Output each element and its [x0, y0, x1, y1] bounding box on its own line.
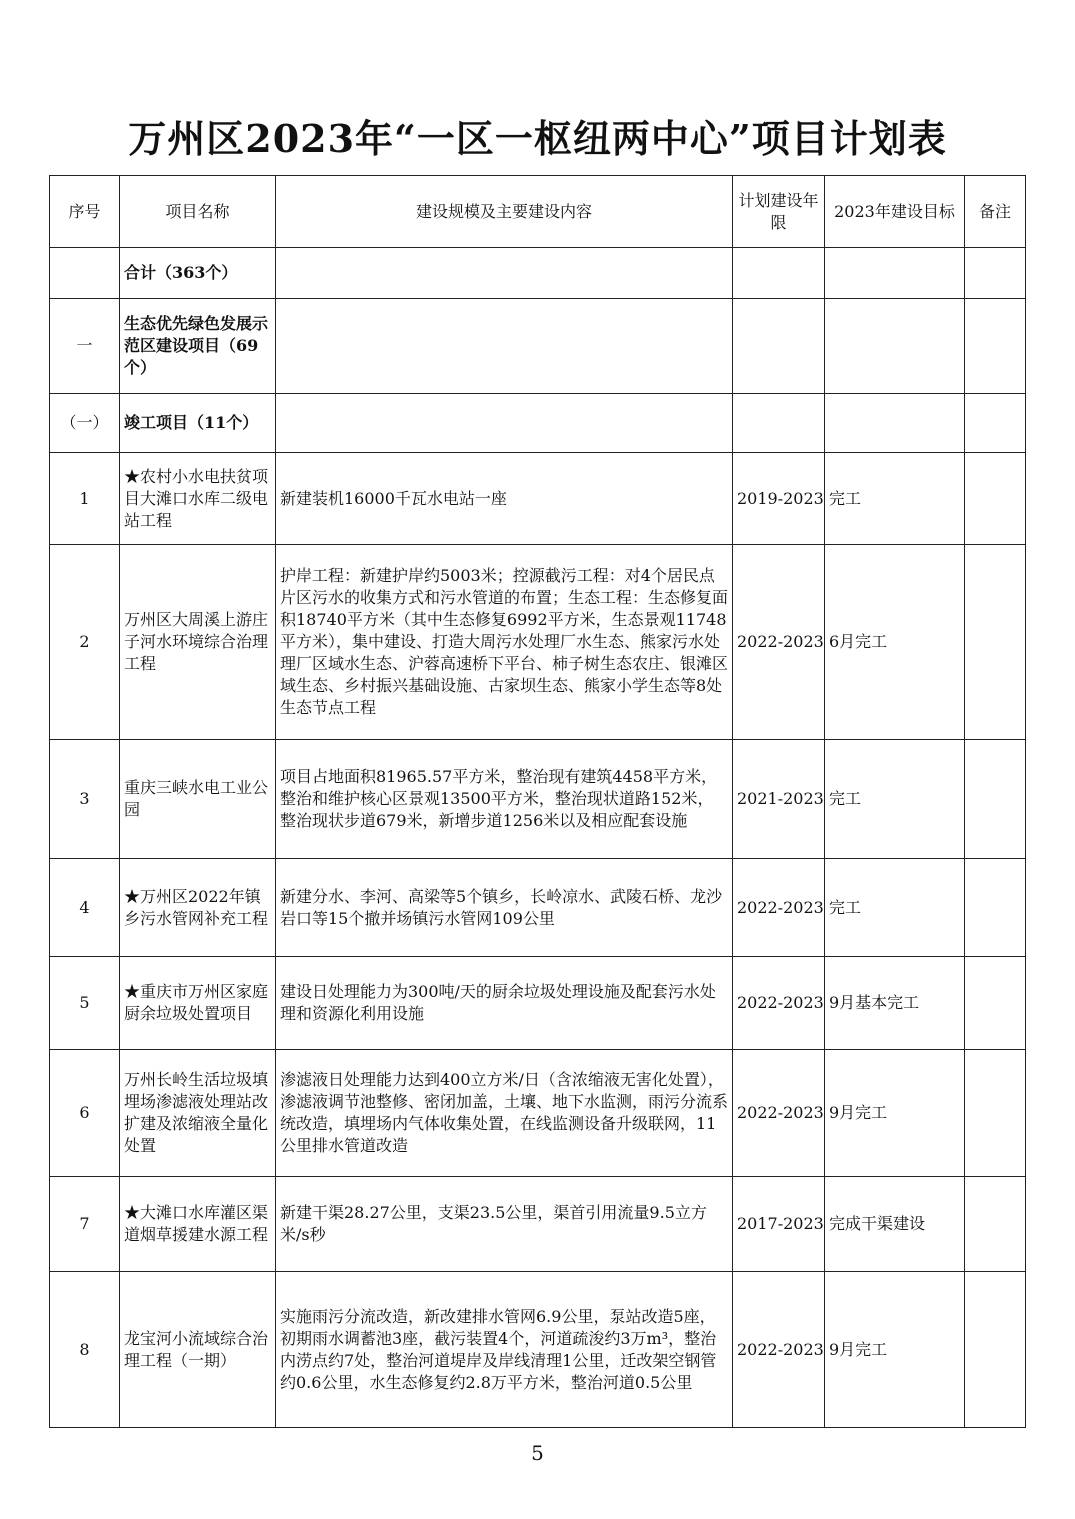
row-goal: 完工 [825, 859, 965, 957]
row-content: 渗滤液日处理能力达到400立方米/日（含浓缩液无害化处置），渗滤液调节池整修、密闭加盖，土壤、地下水监测，雨污分流系统改造，填埋场内气体收集处置，在线监测设备升级联网，11公里排水管道改造 [276, 1050, 733, 1177]
table-row [50, 1177, 1026, 1272]
row-goal: 9月完工 [825, 1272, 965, 1428]
row-goal: 完工 [825, 453, 965, 545]
row-years: 2022-2023 [733, 1272, 825, 1428]
row-seq: 1 [50, 453, 120, 545]
row-seq: 6 [50, 1050, 120, 1177]
row-remark [965, 740, 1026, 859]
row-years: 2022-2023 [733, 545, 825, 740]
row-goal: 完成干渠建设 [825, 1177, 965, 1272]
row-years: 2022-2023 [733, 1050, 825, 1177]
row-seq: 7 [50, 1177, 120, 1272]
row-seq: 8 [50, 1272, 120, 1428]
row-name: 重庆三峡水电工业公园 [120, 740, 276, 859]
section-row [50, 299, 1026, 394]
table-row [50, 957, 1026, 1050]
subsection-seq: （一） [50, 394, 120, 453]
row-goal: 9月完工 [825, 1050, 965, 1177]
table-row [50, 740, 1026, 859]
row-name: ★万州区2022年镇乡污水管网补充工程 [120, 859, 276, 957]
row-remark [965, 957, 1026, 1050]
row-goal: 9月基本完工 [825, 957, 965, 1050]
header-goal: 2023年建设目标 [825, 176, 965, 248]
table-row [50, 1272, 1026, 1428]
header-content: 建设规模及主要建设内容 [276, 176, 733, 248]
row-years: 2022-2023 [733, 859, 825, 957]
section-label: 生态优先绿色发展示范区建设项目（69个） [120, 299, 276, 394]
row-remark [965, 1050, 1026, 1177]
row-years: 2022-2023 [733, 957, 825, 1050]
row-seq: 4 [50, 859, 120, 957]
row-content: 项目占地面积81965.57平方米，整治现有建筑4458平方米，整治和维护核心区景观13500平方米，整治现状道路152米，整治现状步道679米，新增步道1256米以及相应配套设施 [276, 740, 733, 859]
total-label: 合计（363个） [120, 248, 276, 299]
row-remark [965, 545, 1026, 740]
row-name: 万州区大周溪上游庄子河水环境综合治理工程 [120, 545, 276, 740]
row-content: 实施雨污分流改造，新改建排水管网6.9公里，泵站改造5座，初期雨水调蓄池3座，截污装置4个，河道疏浚约3万m³，整治内涝点约7处，整治河道堤岸及岸线清理1公里，迁改架空钢管约0.6公里，水生态修复约2.8万平方米，整治河道0.5公里 [276, 1272, 733, 1428]
row-content: 新建分水、李河、高梁等5个镇乡，长岭凉水、武陵石桥、龙沙岩口等15个撤并场镇污水管网109公里 [276, 859, 733, 957]
row-goal: 6月完工 [825, 545, 965, 740]
row-content: 建设日处理能力为300吨/天的厨余垃圾处理设施及配套污水处理和资源化利用设施 [276, 957, 733, 1050]
subsection-row [50, 394, 1026, 453]
row-remark [965, 859, 1026, 957]
row-seq: 5 [50, 957, 120, 1050]
row-name: ★重庆市万州区家庭厨余垃圾处置项目 [120, 957, 276, 1050]
table-row [50, 859, 1026, 957]
row-name: 万州长岭生活垃圾填埋场渗滤液处理站改扩建及浓缩液全量化处置 [120, 1050, 276, 1177]
header-remark: 备注 [965, 176, 1026, 248]
table-row [50, 453, 1026, 545]
table-row [50, 545, 1026, 740]
row-remark [965, 1272, 1026, 1428]
row-name: ★农村小水电扶贫项目大滩口水库二级电站工程 [120, 453, 276, 545]
row-years: 2021-2023 [733, 740, 825, 859]
header-years: 计划建设年限 [733, 176, 825, 248]
row-seq: 3 [50, 740, 120, 859]
row-content: 新建装机16000千瓦水电站一座 [276, 453, 733, 545]
header-name: 项目名称 [120, 176, 276, 248]
row-seq: 2 [50, 545, 120, 740]
row-years: 2017-2023 [733, 1177, 825, 1272]
page-title: 万州区2023年“一区一枢纽两中心”项目计划表 [128, 116, 947, 161]
table-row [50, 1050, 1026, 1177]
row-name: 龙宝河小流域综合治理工程（一期） [120, 1272, 276, 1428]
section-seq: 一 [50, 299, 120, 394]
row-years: 2019-2023 [733, 453, 825, 545]
row-remark [965, 1177, 1026, 1272]
row-content: 新建干渠28.27公里，支渠23.5公里，渠首引用流量9.5立方米/s秒 [276, 1177, 733, 1272]
row-content: 护岸工程：新建护岸约5003米；控源截污工程：对4个居民点片区污水的收集方式和污水管道的布置；生态工程：生态修复面积18740平方米（其中生态修复6992平方米，生态景观11748平方米），集中建设、打造大周污水处理厂水生态、熊家污水处理厂区域水生态、沪蓉高速桥下平台、柿子树生态农庄、银滩区域生态、乡村振兴基础设施、古家坝生态、熊家小学生态等8处生态节点工程 [276, 545, 733, 740]
project-plan-table [49, 175, 1026, 1428]
row-goal: 完工 [825, 740, 965, 859]
row-name: ★大滩口水库灌区渠道烟草援建水源工程 [120, 1177, 276, 1272]
subsection-label: 竣工项目（11个） [120, 394, 276, 453]
row-remark [965, 453, 1026, 545]
total-row [50, 248, 1026, 299]
table-header-row [50, 176, 1026, 248]
header-seq: 序号 [50, 176, 120, 248]
page-number: 5 [531, 1441, 544, 1465]
